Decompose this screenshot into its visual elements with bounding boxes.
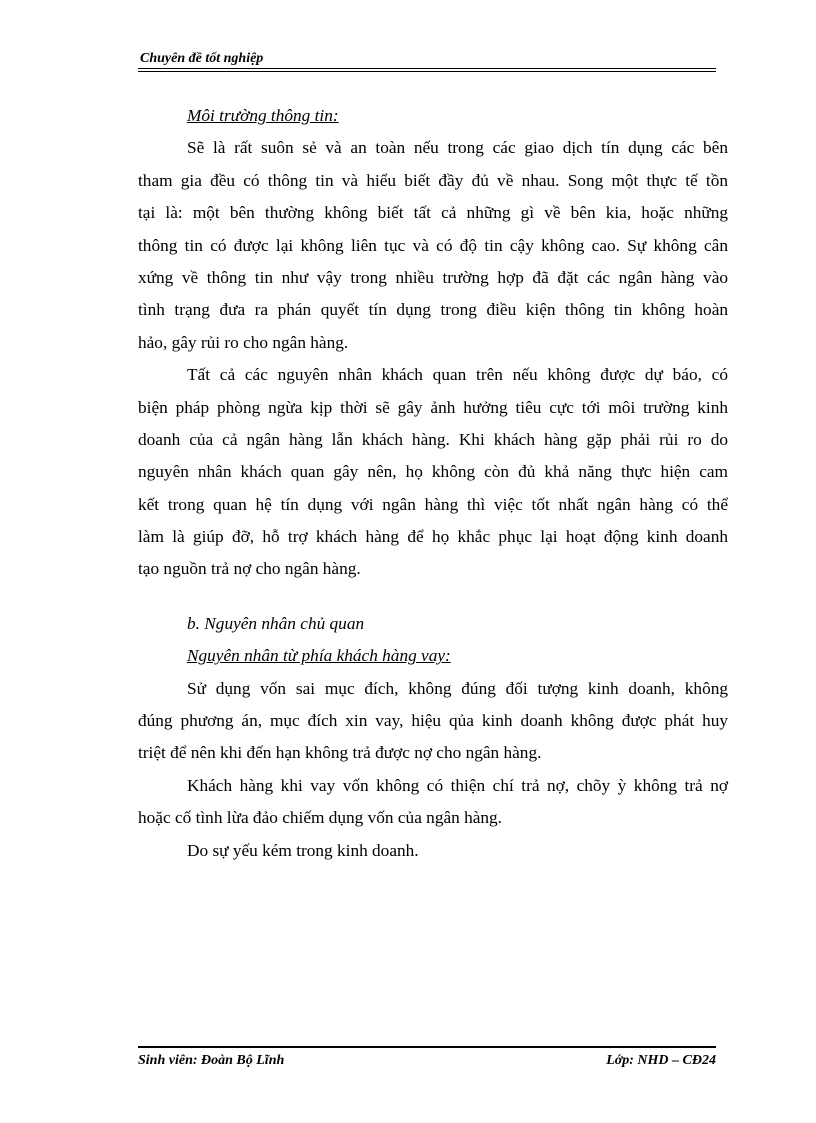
paragraph-line: tạo nguồn trả nợ cho ngân hàng. bbox=[138, 559, 361, 579]
footer-student: Sinh viên: Đoàn Bộ Lĩnh bbox=[138, 1053, 285, 1068]
section-heading-customer-causes: Nguyên nhân từ phía khách hàng vay: bbox=[187, 646, 451, 666]
paragraph-line: nguyên nhân khách quan gây nên, họ không còn đủ khả năng thực hiện cam bbox=[138, 462, 728, 482]
paragraph-line: làm là giúp đỡ, hỗ trợ khách hàng để họ khắc phục lại hoạt động kinh doanh bbox=[138, 527, 728, 547]
footer-rule bbox=[138, 1046, 716, 1048]
paragraph-line: tham gia đều có thông tin và hiểu biết đầy đủ về nhau. Song một thực tế tồn bbox=[138, 170, 728, 190]
paragraph-line: Sử dụng vốn sai mục đích, không đúng đối tượng kinh doanh, không bbox=[187, 678, 728, 698]
header-rule bbox=[138, 68, 716, 69]
paragraph-line: hoặc cố tình lừa đảo chiếm dụng vốn của ngân hàng. bbox=[138, 808, 503, 828]
paragraph-line: tình trạng đưa ra phán quyết tín dụng trong điều kiện thông tin không hoàn bbox=[138, 300, 728, 320]
document-body bbox=[138, 100, 728, 867]
paragraph-line: kết trong quan hệ tín dụng với ngân hàng thì việc tốt nhất ngân hàng có thể bbox=[138, 494, 728, 514]
paragraph-line: tại là: một bên thường không biết tất cả những gì về bên kia, hoặc những bbox=[138, 203, 728, 223]
paragraph-line: triệt để nên khi đến hạn không trả được nợ cho ngân hàng. bbox=[138, 743, 542, 763]
paragraph-information-asymmetry bbox=[138, 132, 728, 359]
paragraph-bad-faith bbox=[138, 770, 728, 835]
section-heading-subjective-causes: b. Nguyên nhân chủ quan bbox=[187, 613, 365, 633]
paragraph-line: đúng phương án, mục đích xin vay, hiệu qủa kinh doanh không được phát huy bbox=[138, 711, 728, 731]
paragraph-weak-business: Do sự yếu kém trong kinh doanh. bbox=[187, 840, 419, 860]
paragraph-line: Khách hàng khi vay vốn không có thiện chí trả nợ, chõy ỳ không trả nợ bbox=[187, 775, 728, 795]
paragraph-misuse-of-funds bbox=[138, 673, 728, 770]
page-footer bbox=[138, 1046, 716, 1070]
header-title: Chuyên đề tốt nghiệp bbox=[140, 51, 264, 66]
footer-row bbox=[138, 1052, 716, 1070]
paragraph-line: doanh của cả ngân hàng lẫn khách hàng. Khi khách hàng gặp phải rủi ro do bbox=[138, 429, 728, 449]
paragraph-line: xứng về thông tin như vậy trong nhiều trường hợp đã đặt các ngân hàng vào bbox=[138, 267, 728, 287]
paragraph-objective-causes bbox=[138, 359, 728, 586]
paragraph-line: hảo, gây rủi ro cho ngân hàng. bbox=[138, 332, 349, 352]
page-header bbox=[138, 50, 716, 72]
paragraph-line: Sẽ là rất suôn sẻ và an toàn nếu trong các giao dịch tín dụng các bên bbox=[187, 138, 728, 158]
paragraph-line: Tất cả các nguyên nhân khách quan trên nếu không được dự báo, có bbox=[187, 365, 728, 385]
section-heading-information-environment: Môi trường thông tin: bbox=[187, 106, 339, 125]
paragraph-line: biện pháp phòng ngừa kịp thời sẽ gây ảnh hưởng tiêu cực tới môi trường kinh bbox=[138, 397, 728, 417]
paragraph-line: thông tin có được lại không liên tục và có độ tin cậy không cao. Sự không cân bbox=[138, 235, 728, 255]
footer-class: Lớp: NHD – CĐ24 bbox=[606, 1053, 716, 1068]
spacer bbox=[138, 586, 728, 608]
header-rule-thin bbox=[138, 71, 716, 72]
